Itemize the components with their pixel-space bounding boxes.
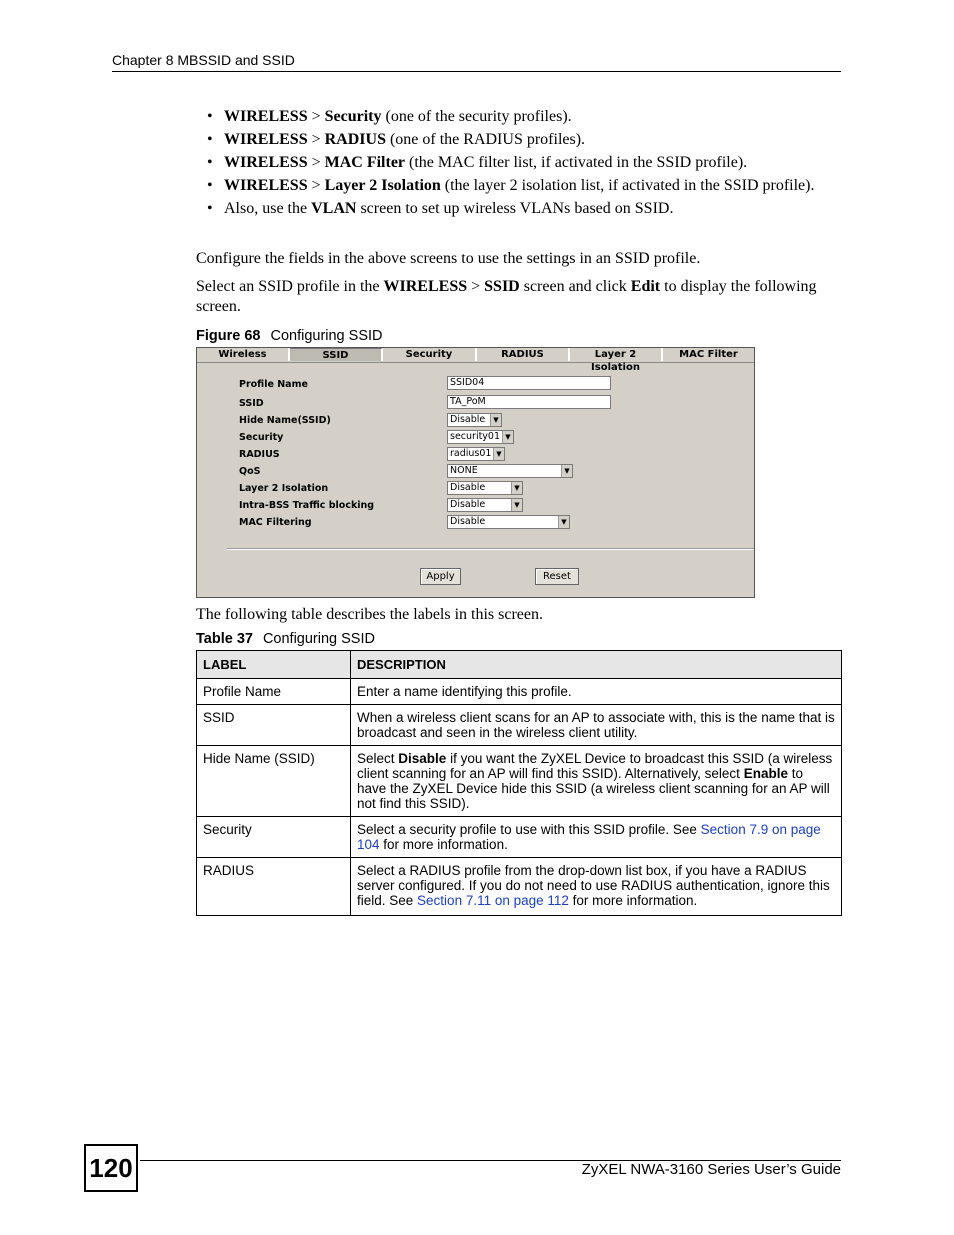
row-description: Select Disable if you want the ZyXEL Device to broadcast this SSID (a wireless client scanning for an AP will find this SSID). Alternatively, select Enable to have the ZyXEL Device hide this SSID (a wireless client scanning for an AP will not find this SSID). bbox=[351, 746, 842, 817]
radius-select[interactable]: radius01 ▼ bbox=[447, 447, 505, 461]
security-select[interactable]: security01 ▼ bbox=[447, 430, 514, 444]
column-header-label: LABEL bbox=[197, 651, 351, 679]
label-mac-filtering: MAC Filtering bbox=[239, 517, 312, 528]
label-radius: RADIUS bbox=[239, 449, 280, 460]
profile-name-input[interactable]: SSID04 bbox=[447, 376, 611, 390]
page-number: 120 bbox=[84, 1144, 138, 1192]
label-ssid: SSID bbox=[239, 398, 264, 409]
paragraph-table-intro: The following table describes the labels in this screen. bbox=[196, 606, 544, 623]
chevron-down-icon: ▼ bbox=[502, 431, 513, 443]
chevron-down-icon: ▼ bbox=[511, 482, 522, 494]
bullet-item: • WIRELESS > Layer 2 Isolation (the layer 2 isolation list, if activated in the SSID profile). bbox=[196, 176, 836, 196]
row-description: Enter a name identifying this profile. bbox=[351, 679, 842, 705]
table-row bbox=[197, 817, 842, 858]
ssid-input[interactable]: TA_PoM bbox=[447, 395, 611, 409]
tab-radius[interactable]: RADIUS bbox=[477, 348, 570, 361]
hide-name-select[interactable]: Disable ▼ bbox=[447, 413, 502, 427]
table-row bbox=[197, 746, 842, 817]
row-label: SSID bbox=[197, 705, 351, 746]
tab-mac-filter[interactable]: MAC Filter bbox=[663, 348, 754, 361]
table-row bbox=[197, 705, 842, 746]
label-profile-name: Profile Name bbox=[239, 379, 308, 390]
figure-caption: Figure 68 Configuring SSID bbox=[196, 328, 383, 344]
tab-bar bbox=[197, 348, 754, 373]
bullet-item: • WIRELESS > MAC Filter (the MAC filter list, if activated in the SSID profile). bbox=[196, 153, 836, 173]
guide-title: ZyXEL NWA-3160 Series User’s Guide bbox=[581, 1161, 841, 1178]
description-table bbox=[196, 650, 842, 916]
mac-filtering-select[interactable]: Disable ▼ bbox=[447, 515, 570, 529]
label-hide-name: Hide Name(SSID) bbox=[239, 415, 331, 426]
label-security: Security bbox=[239, 432, 284, 443]
row-label: Hide Name (SSID) bbox=[197, 746, 351, 817]
row-description: Select a security profile to use with this SSID profile. See Section 7.9 on page 104 for more information. bbox=[351, 817, 842, 858]
bullet-list bbox=[196, 107, 836, 222]
paragraph-select: Select an SSID profile in the WIRELESS > SSID screen and click Edit to display the following screen. bbox=[196, 278, 817, 315]
chevron-down-icon: ▼ bbox=[493, 448, 504, 460]
layer2-isolation-select[interactable]: Disable ▼ bbox=[447, 481, 523, 495]
chevron-down-icon: ▼ bbox=[490, 414, 501, 426]
chapter-header: Chapter 8 MBSSID and SSID bbox=[112, 52, 295, 68]
qos-select[interactable]: NONE ▼ bbox=[447, 464, 573, 478]
intra-bss-select[interactable]: Disable ▼ bbox=[447, 498, 523, 512]
header-rule bbox=[112, 71, 841, 72]
chevron-down-icon: ▼ bbox=[511, 499, 522, 511]
ssid-config-screen bbox=[196, 347, 755, 598]
reset-button[interactable]: Reset bbox=[535, 568, 579, 585]
chevron-down-icon: ▼ bbox=[561, 465, 572, 477]
label-intra-bss: Intra-BSS Traffic blocking bbox=[239, 500, 375, 511]
paragraph-configure: Configure the fields in the above screens to use the settings in an SSID profile. bbox=[196, 250, 701, 267]
tab-wireless[interactable]: Wireless bbox=[197, 348, 290, 361]
row-description: When a wireless client scans for an AP to associate with, this is the name that is broadcast and seen in the wireless client utility. bbox=[351, 705, 842, 746]
tab-ssid[interactable]: SSID bbox=[290, 348, 383, 361]
row-label: RADIUS bbox=[197, 858, 351, 916]
column-header-description: DESCRIPTION bbox=[351, 651, 842, 679]
bullet-item: • Also, use the VLAN screen to set up wireless VLANs based on SSID. bbox=[196, 199, 836, 219]
row-label: Profile Name bbox=[197, 679, 351, 705]
figure-divider bbox=[227, 548, 754, 550]
bullet-item: • WIRELESS > RADIUS (one of the RADIUS profiles). bbox=[196, 130, 836, 150]
label-qos: QoS bbox=[239, 466, 261, 477]
chevron-down-icon: ▼ bbox=[558, 516, 569, 528]
tab-layer2-isolation[interactable]: Layer 2 Isolation bbox=[570, 348, 663, 361]
section-link[interactable]: Section 7.11 on page 112 bbox=[417, 893, 569, 908]
bullet-item: • WIRELESS > Security (one of the security profiles). bbox=[196, 107, 836, 127]
table-caption: Table 37 Configuring SSID bbox=[196, 631, 375, 647]
table-header-row bbox=[197, 651, 842, 679]
tab-security[interactable]: Security bbox=[383, 348, 477, 361]
row-description: Select a RADIUS profile from the drop-down list box, if you have a RADIUS server configured. If you do not need to use RADIUS authentication, ignore this field. See Section 7.11 on page 112 for more information. bbox=[351, 858, 842, 916]
apply-button[interactable]: Apply bbox=[420, 568, 461, 585]
table-row bbox=[197, 858, 842, 916]
row-label: Security bbox=[197, 817, 351, 858]
table-row bbox=[197, 679, 842, 705]
section-link[interactable]: Section 7.9 on page 104 bbox=[357, 822, 821, 852]
label-layer2-isolation: Layer 2 Isolation bbox=[239, 483, 329, 494]
